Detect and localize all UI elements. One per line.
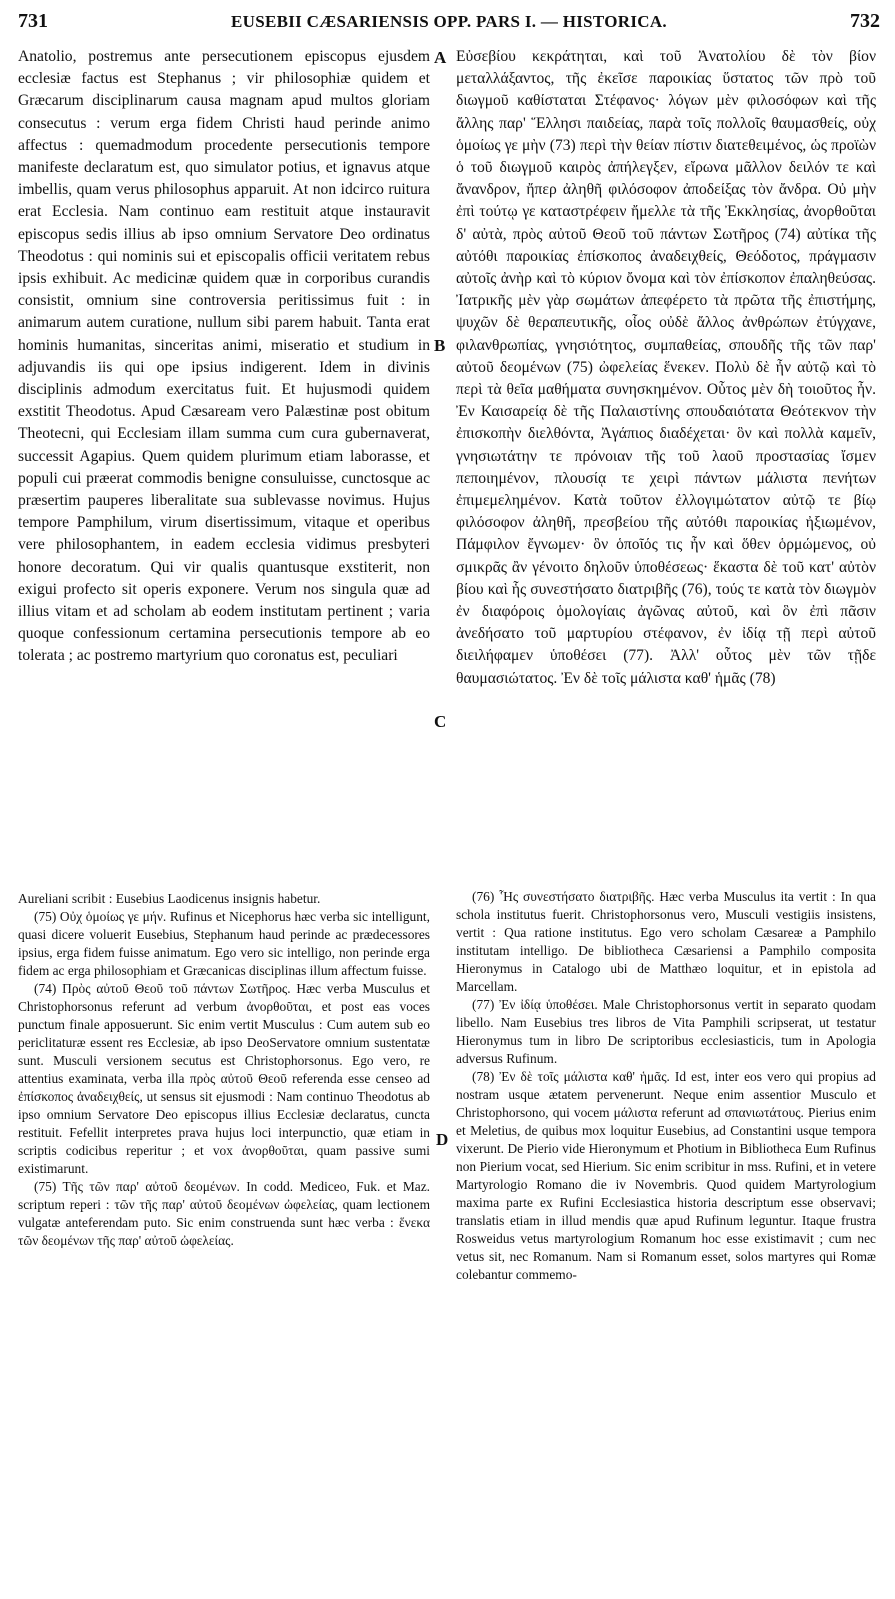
page-header (18, 4, 880, 34)
footnote: (78) Ἐν δὲ τοῖς μάλιστα καθ' ἡμᾶς. Id est, inter eos vero qui propius ad nostram usque ætatem pervenerunt. Neque enim assentior Musculo et Christophorsono, qui vocem μάλιστα referunt ad σπανιωτάτους. Pierius enim et Meletius, de quibus mox loquitur Eusebius, ad Constantini usque tempora vixerunt. De Pierio vide Hieronymum et Photium in Bibliotheca Eum Rufinus non Pierium vocat, sed Hierium. Sic enim scribitur in mss. Rufini, et in vetere Martyrologio Romano die iv Novembris. Quod quidem Martyrologium maxima parte ex Rufini Ecclesiastica historia descriptum esse observavi; translatis etiam in illud mendis quæ apud Rufinum leguntur. Itaque frustra Rosweidus vetus martyrologium Romanum hoc esse existimavit ; cum nec vetus sit, nec Romanum. Nam si Romanum esset, solos martyres qui Romæ colebantur commemo- (456, 1069, 876, 1282)
page-number-right: 732 (850, 10, 880, 32)
margin-marker-c: C (434, 712, 447, 731)
page-number-left: 731 (18, 10, 48, 32)
footnote: (75) Τῆς τῶν παρ' αὐτοῦ δεομένων. In codd. Mediceo, Fuk. et Maz. scriptum reperi : τῶν τῆς παρ' αὐτοῦ δεομένων ὠφελείας, quam lectionem vulgatæ anteferendam puto. Sic enim construenda sunt hæc verba : ἕνεκα τῶν δεομένων τῆς παρ' αὐτοῦ ὠφελείας. (18, 1179, 430, 1248)
footnotes-right (456, 888, 876, 1284)
greek-column: Εὐσεβίου κεκράτηται, καὶ τοῦ Ἀνατολίου δὲ τὸν βίον μεταλλάξαντος, τῆς ἐκεῖσε παροικίας ὕστατος τῶν πρὸ τοῦ διωγμοῦ καθίσταται Στέφανος· λόγων μὲν φιλοσόφων καὶ τῆς ἄλλης παρ' Ἕλλησι παιδείας, παρὰ τοῖς πολλοῖς θαυμασθείς, οὐχ ὁμοίως γε μὴν (73) περὶ τὴν θείαν πίστιν διατεθειμένος, ὡς προϊὼν ὁ τοῦ διωγμοῦ καιρὸς ἀπήλεγξεν, εἴρωνα μᾶλλον δειλόν τε καὶ ἄνανδρον, ἤπερ ἀληθῆ φιλόσοφον ἀποδείξας τὸν ἄνδρα. Οὐ μὴν ἐπὶ τούτῳ γε καταστρέφειν ἤμελλε τὰ τῆς Ἐκκλησίας, ἀνορθοῦται δ' αὐτὰ, πρὸς αὐτοῦ Θεοῦ τοῦ πάντων Σωτῆρος (74) αὐτίκα τῆς αὐτόθι παροικίας ἐπίσκοπος ἀναδειχθείς, Θεόδοτος, πράγμασιν αὐτοῖς ἀνὴρ καὶ τὸ κύριον ὄνομα καὶ τὸν ἐπίσκοπον ἐπαληθεύσας. Ἰατρικῆς μὲν γὰρ σωμάτων ἀπεφέρετο τὰ πρῶτα τῆς ἐπιστήμης, ψυχῶν δὲ θεραπευτικῆς, οἷος οὐδὲ ἄλλος ἀνθρώπων ἐτύγχανε, φιλανθρωπίας, γνησιότητος, συμπαθείας, σπουδῆς τῆς τῶν παρ' αὐτοῦ δεομένων (75) ὠφελείας ἕνεκεν. Πολὺ δὲ ἦν αὐτῷ καὶ τὸ περὶ τὰ θεῖα μαθήματα συνησκημένον. Οὗτος μὲν δὴ τοιοῦτος ἦν. Ἐν Καισαρείᾳ δὲ τῆς Παλαιστίνης σπουδαιότατα Θεότεκνον τὴν ἐπισκοπὴν διελθόντα, Ἀγάπιος διαδέχεται· ὃν καὶ πολλὰ καμεῖν, γνησιωτάτην τε πρόνοιαν τῆς τοῦ λαοῦ προστασίας ἴσμεν πεποιημένον, πλουσίᾳ τε χειρὶ πάντων μάλιστα πενήτων ἐπιμεμελημένον. Κατὰ τοῦτον ἐλλογιμώτατον αὐτῷ τε βίῳ φιλόσοφον ἀληθῆ, πρεσβείου τῆς αὐτόθι παροικίας ἠξιωμένον, Πάμφιλον ἔγνωμεν· ὃν ὁποῖός τις ἦν καὶ ὅθεν ὁρμώμενος, οὐ σμικρᾶς ἂν γένοιτο δηλοῦν ὑποθέσεως· ἕκαστα δὲ τοῦ κατ' αὐτὸν βίου καὶ ἧς συνεστήσατο διατριβῆς (76), τούς τε κατὰ τὸν διωγμὸν ἐν διαφόροις ὁμολογίαις ἀγῶνας αὐτοῦ, καὶ ὃν ἐπὶ πᾶσιν ἀνεδήσατο τοῦ μαρτυρίου στέφανον, ἐν ἰδίᾳ τῇ περὶ αὐτοῦ διειλήφαμεν ὑποθέσει (77). Ἀλλ' οὗτος μὲν τῶν τῇδε θαυμασιώτατος. Ἐν δὲ τοῖς μάλιστα καθ' ἡμᾶς (78) (456, 48, 876, 687)
footnote: (76) Ἧς συνεστήσατο διατριβῆς. Hæc verba Musculus ita vertit : In qua schola institutus fuerit. Christophorsonus vero, Musculi vestigiis insistens, vertit : Qua ratione institutus. Ego vero scholam Cæsareæ a Pamphilo institutam intelligo. De bibliotheca Cæsariensi a Pamphilo composita Hieronymus in Catalogo ubi de Matthæo loquitur, et in epistola ad Marcellam. (456, 889, 876, 994)
footnote: (75) Οὐχ ὁμοίως γε μήν. Rufinus et Nicephorus hæc verba sic intelligunt, quasi dicere voluerit Eusebius, Stephanum haud perinde ac prædecessores ipsius, erga fidem fuisse animatum. Ego vero sic intelligo, non perinde erga fidem ac erga philosophiam et Græcanicas disciplinas illum affectum fuisse. (18, 909, 430, 978)
footnote: (77) Ἐν ἰδίᾳ ὑποθέσει. Male Christophorsonus vertit in separato quodam libello. Nam Eusebius tres libros de Vita Pamphili scripserat, ut testatur Hieronymus tum in libro De scriptoribus ecclesiasticis, tum in Apologia adversus Rufinum. (456, 997, 876, 1066)
latin-column: Anatolio, postremus ante persecutionem episcopus ejusdem ecclesiæ factus est Stephanus ; vir philosophiæ quidem et Græcarum disciplinarum causa magnam apud multos gloriam consecutus : verum erga fidem Christi haud perinde animo affectus : quemadmodum procedente persecutionis tempore manifeste declaratum est, quo simulator potius, et ignavus atque imbellis, quam verus philosophus apparuit. At non idcirco ruitura erat Ecclesia. Nam continuo eam restituit atque instauravit episcopus sedis illius ab ipso omnium Servatore Deo ordinatus Theodotus : qui nominis sui et episcopalis officii veritatem rebus ipsis exhibuit. Ac medicinæ quidem quæ in corporibus curandis consistit, omnium sine controversia peritissimus fuit : in animarum autem curatione, nullum sibi parem habuit. Tanta erat hominis humanitas, sinceritas animi, miseratio et studium in adjuvandis iis qui ope ipsius indigerent. Idem in divinis disciplinis admodum exercitatus fuit. Et hujusmodi quidem exstitit Theodotus. Apud Cæsaream vero Palæstinæ post obitum Theotecni, qui Ecclesiam illam summa cum cura gubernaverat, successit Agapius. Quem quidem plurimum etiam laborasse, et populi cui præerat commodis benigne consuluisse, cunctosque ac præsertim pauperes liberalitate sua sublevasse novimus. Hujus tempore Pamphilum, virum disertissimum, vitaque et operibus vere philosophantem, in eadem ecclesia vidimus presbyteri honore decoratum. Qui vir qualis quantusque exstiterit, non exigui profecto sit operis exponere. Verum nos singula quæ ad illius vitam et ad scholam ab eodem institutam pertinent ; varia quoque confessionum certamina persecutionis tempore ab eo tolerata ; ac postremo martyrium quo coronatus est, peculiari (18, 48, 430, 665)
footnotes-left (18, 890, 430, 1250)
margin-marker-a: A (434, 48, 447, 67)
margin-marker-b: B (434, 336, 446, 355)
footnote: Aureliani scribit : Eusebius Laodicenus insignis habetur. (18, 891, 321, 906)
running-title: EUSEBII CÆSARIENSIS OPP. PARS I. — HISTORICA. (231, 12, 667, 31)
footnote: (74) Πρὸς αὐτοῦ Θεοῦ τοῦ πάντων Σωτῆρος. Hæc verba Musculus et Christophorsonus referunt ad verbum ἀνορθοῦται, et post eas voces punctum finale apposuerunt. Sic enim vertit Musculus : Cum autem sub eo periclitaturæ essent res Ecclesiæ, ab ipso DeoServatore omnium sustentatæ sunt. Musculi versionem secutus est Christophorsonus. Ego vero, re attentius examinata, verba illa πρὸς αὐτοῦ Θεοῦ referenda esse censeo ad ἐπίσκοπος ἀναδειχθείς, ut sensus sit ejusmodi : Nam continuo Theodotus ab ipso omnium Servatore Deo episcopus illius Ecclesiæ declaratus, cuncta restituit. Fefellit interpretes prava hujus loci interpunctio, quæ etiam in scriptis codicibus reperitur ; et vox ἀνορθοῦται, quam passive sumi existimarunt. (18, 981, 430, 1176)
margin-marker-d: D (436, 1130, 449, 1149)
